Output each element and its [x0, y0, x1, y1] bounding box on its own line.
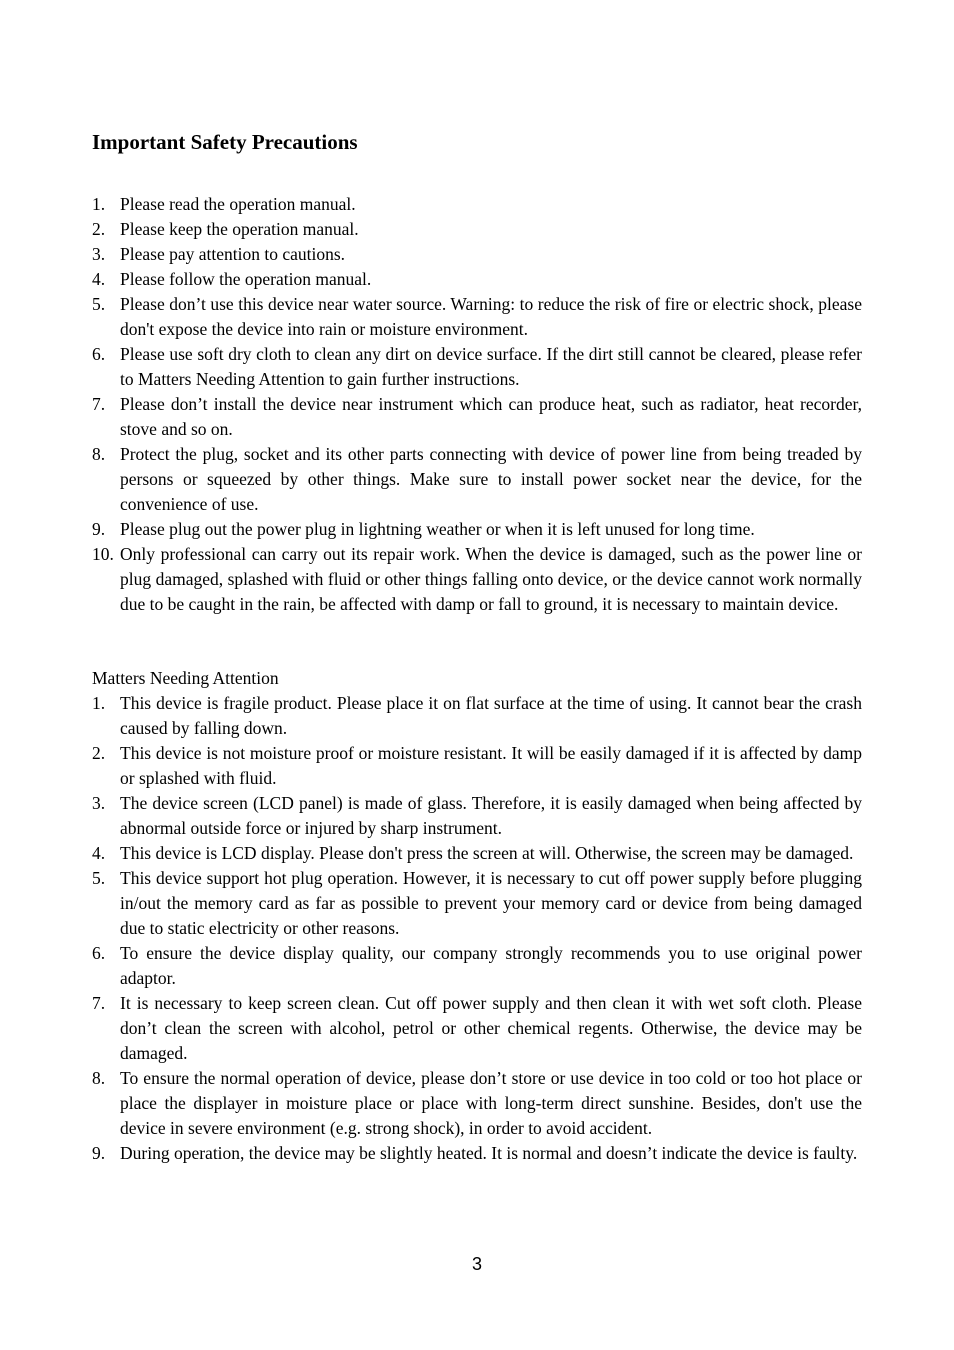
item-text: This device is LCD display. Please don't press the screen at will. Otherwise, the screen may be damaged.	[120, 843, 854, 863]
item-text: This device is not moisture proof or moisture resistant. It will be easily damaged if it is affected by damp or splashed with fluid.	[120, 743, 862, 788]
attention-list	[92, 691, 862, 1166]
list-item	[92, 866, 862, 941]
item-number: 2.	[92, 743, 106, 763]
item-number: 5.	[92, 868, 106, 888]
item-number: 6.	[92, 943, 106, 963]
page-title: Important Safety Precautions	[92, 130, 358, 154]
item-text: Please follow the operation manual.	[120, 269, 372, 289]
item-text: Please use soft dry cloth to clean any dirt on device surface. If the dirt still cannot be cleared, please refer to Matters Needing Attention to gain further instructions.	[120, 344, 862, 389]
item-text: This device support hot plug operation. However, it is necessary to cut off power supply before plugging in/out the memory card as far as possible to prevent your memory card or device from being damaged due to static electricity or other reasons.	[120, 868, 862, 938]
list-item	[92, 267, 862, 292]
safety-precautions-list	[92, 192, 862, 617]
item-text: Please read the operation manual.	[120, 194, 356, 214]
item-text: Please plug out the power plug in lightning weather or when it is left unused for long time.	[120, 519, 755, 539]
item-number: 7.	[92, 394, 106, 414]
list-item	[92, 342, 862, 392]
section-heading: Matters Needing Attention	[92, 668, 279, 688]
item-text: Please don’t use this device near water source. Warning: to reduce the risk of fire or electric shock, please don't expose the device into rain or moisture environment.	[120, 294, 862, 339]
item-number: 8.	[92, 1068, 106, 1088]
item-number: 9.	[92, 519, 106, 539]
list-item	[92, 1066, 862, 1141]
item-text: Protect the plug, socket and its other parts connecting with device of power line from being treaded by persons or squeezed by other things. Make sure to install power socket near the device, for the convenience of use.	[120, 444, 862, 514]
item-text: During operation, the device may be slightly heated. It is normal and doesn’t indicate the device is faulty.	[120, 1143, 858, 1163]
list-item	[92, 991, 862, 1066]
item-text: Only professional can carry out its repair work. When the device is damaged, such as the power line or plug damaged, splashed with fluid or other things falling onto device, or the device cannot work normally due to be caught in the rain, be affected with damp or fall to ground, it is necessary to maintain device.	[120, 544, 862, 614]
list-item	[92, 691, 862, 741]
item-text: Please keep the operation manual.	[120, 219, 359, 239]
list-item	[92, 791, 862, 841]
list-item	[92, 841, 862, 866]
item-number: 10.	[92, 544, 114, 564]
item-number: 5.	[92, 294, 106, 314]
item-number: 1.	[92, 693, 106, 713]
list-item	[92, 1141, 862, 1166]
list-item	[92, 217, 862, 242]
list-item	[92, 292, 862, 342]
item-number: 4.	[92, 843, 106, 863]
list-item	[92, 442, 862, 517]
item-number: 7.	[92, 993, 106, 1013]
page-number: 3	[471, 1254, 482, 1274]
list-item	[92, 741, 862, 791]
item-text: To ensure the normal operation of device, please don’t store or use device in too cold or too hot place or place the displayer in moisture place or place with long-term direct sunshine. Besides, don't use the device in severe environment (e.g. strong shock), in order to avoid accident.	[120, 1068, 862, 1138]
list-item	[92, 192, 862, 217]
list-item	[92, 941, 862, 991]
item-number: 3.	[92, 244, 106, 264]
item-text: Please don’t install the device near instrument which can produce heat, such as radiator, heat recorder, stove and so on.	[120, 394, 862, 439]
item-text: Please pay attention to cautions.	[120, 244, 346, 264]
item-number: 2.	[92, 219, 106, 239]
item-text: It is necessary to keep screen clean. Cut off power supply and then clean it with wet soft cloth. Please don’t clean the screen with alcohol, petrol or other chemical regents. Otherwise, the device may be damaged.	[120, 993, 862, 1063]
list-item	[92, 517, 862, 542]
list-item	[92, 392, 862, 442]
item-number: 4.	[92, 269, 106, 289]
item-number: 1.	[92, 194, 106, 214]
item-text: The device screen (LCD panel) is made of glass. Therefore, it is easily damaged when being affected by abnormal outside force or injured by sharp instrument.	[120, 793, 862, 838]
list-item	[92, 242, 862, 267]
item-text: To ensure the device display quality, our company strongly recommends you to use original power adaptor.	[120, 943, 862, 988]
list-item	[92, 542, 862, 617]
item-text: This device is fragile product. Please place it on flat surface at the time of using. It cannot bear the crash caused by falling down.	[120, 693, 862, 738]
item-number: 9.	[92, 1143, 106, 1163]
item-number: 3.	[92, 793, 106, 813]
item-number: 6.	[92, 344, 106, 364]
item-number: 8.	[92, 444, 106, 464]
